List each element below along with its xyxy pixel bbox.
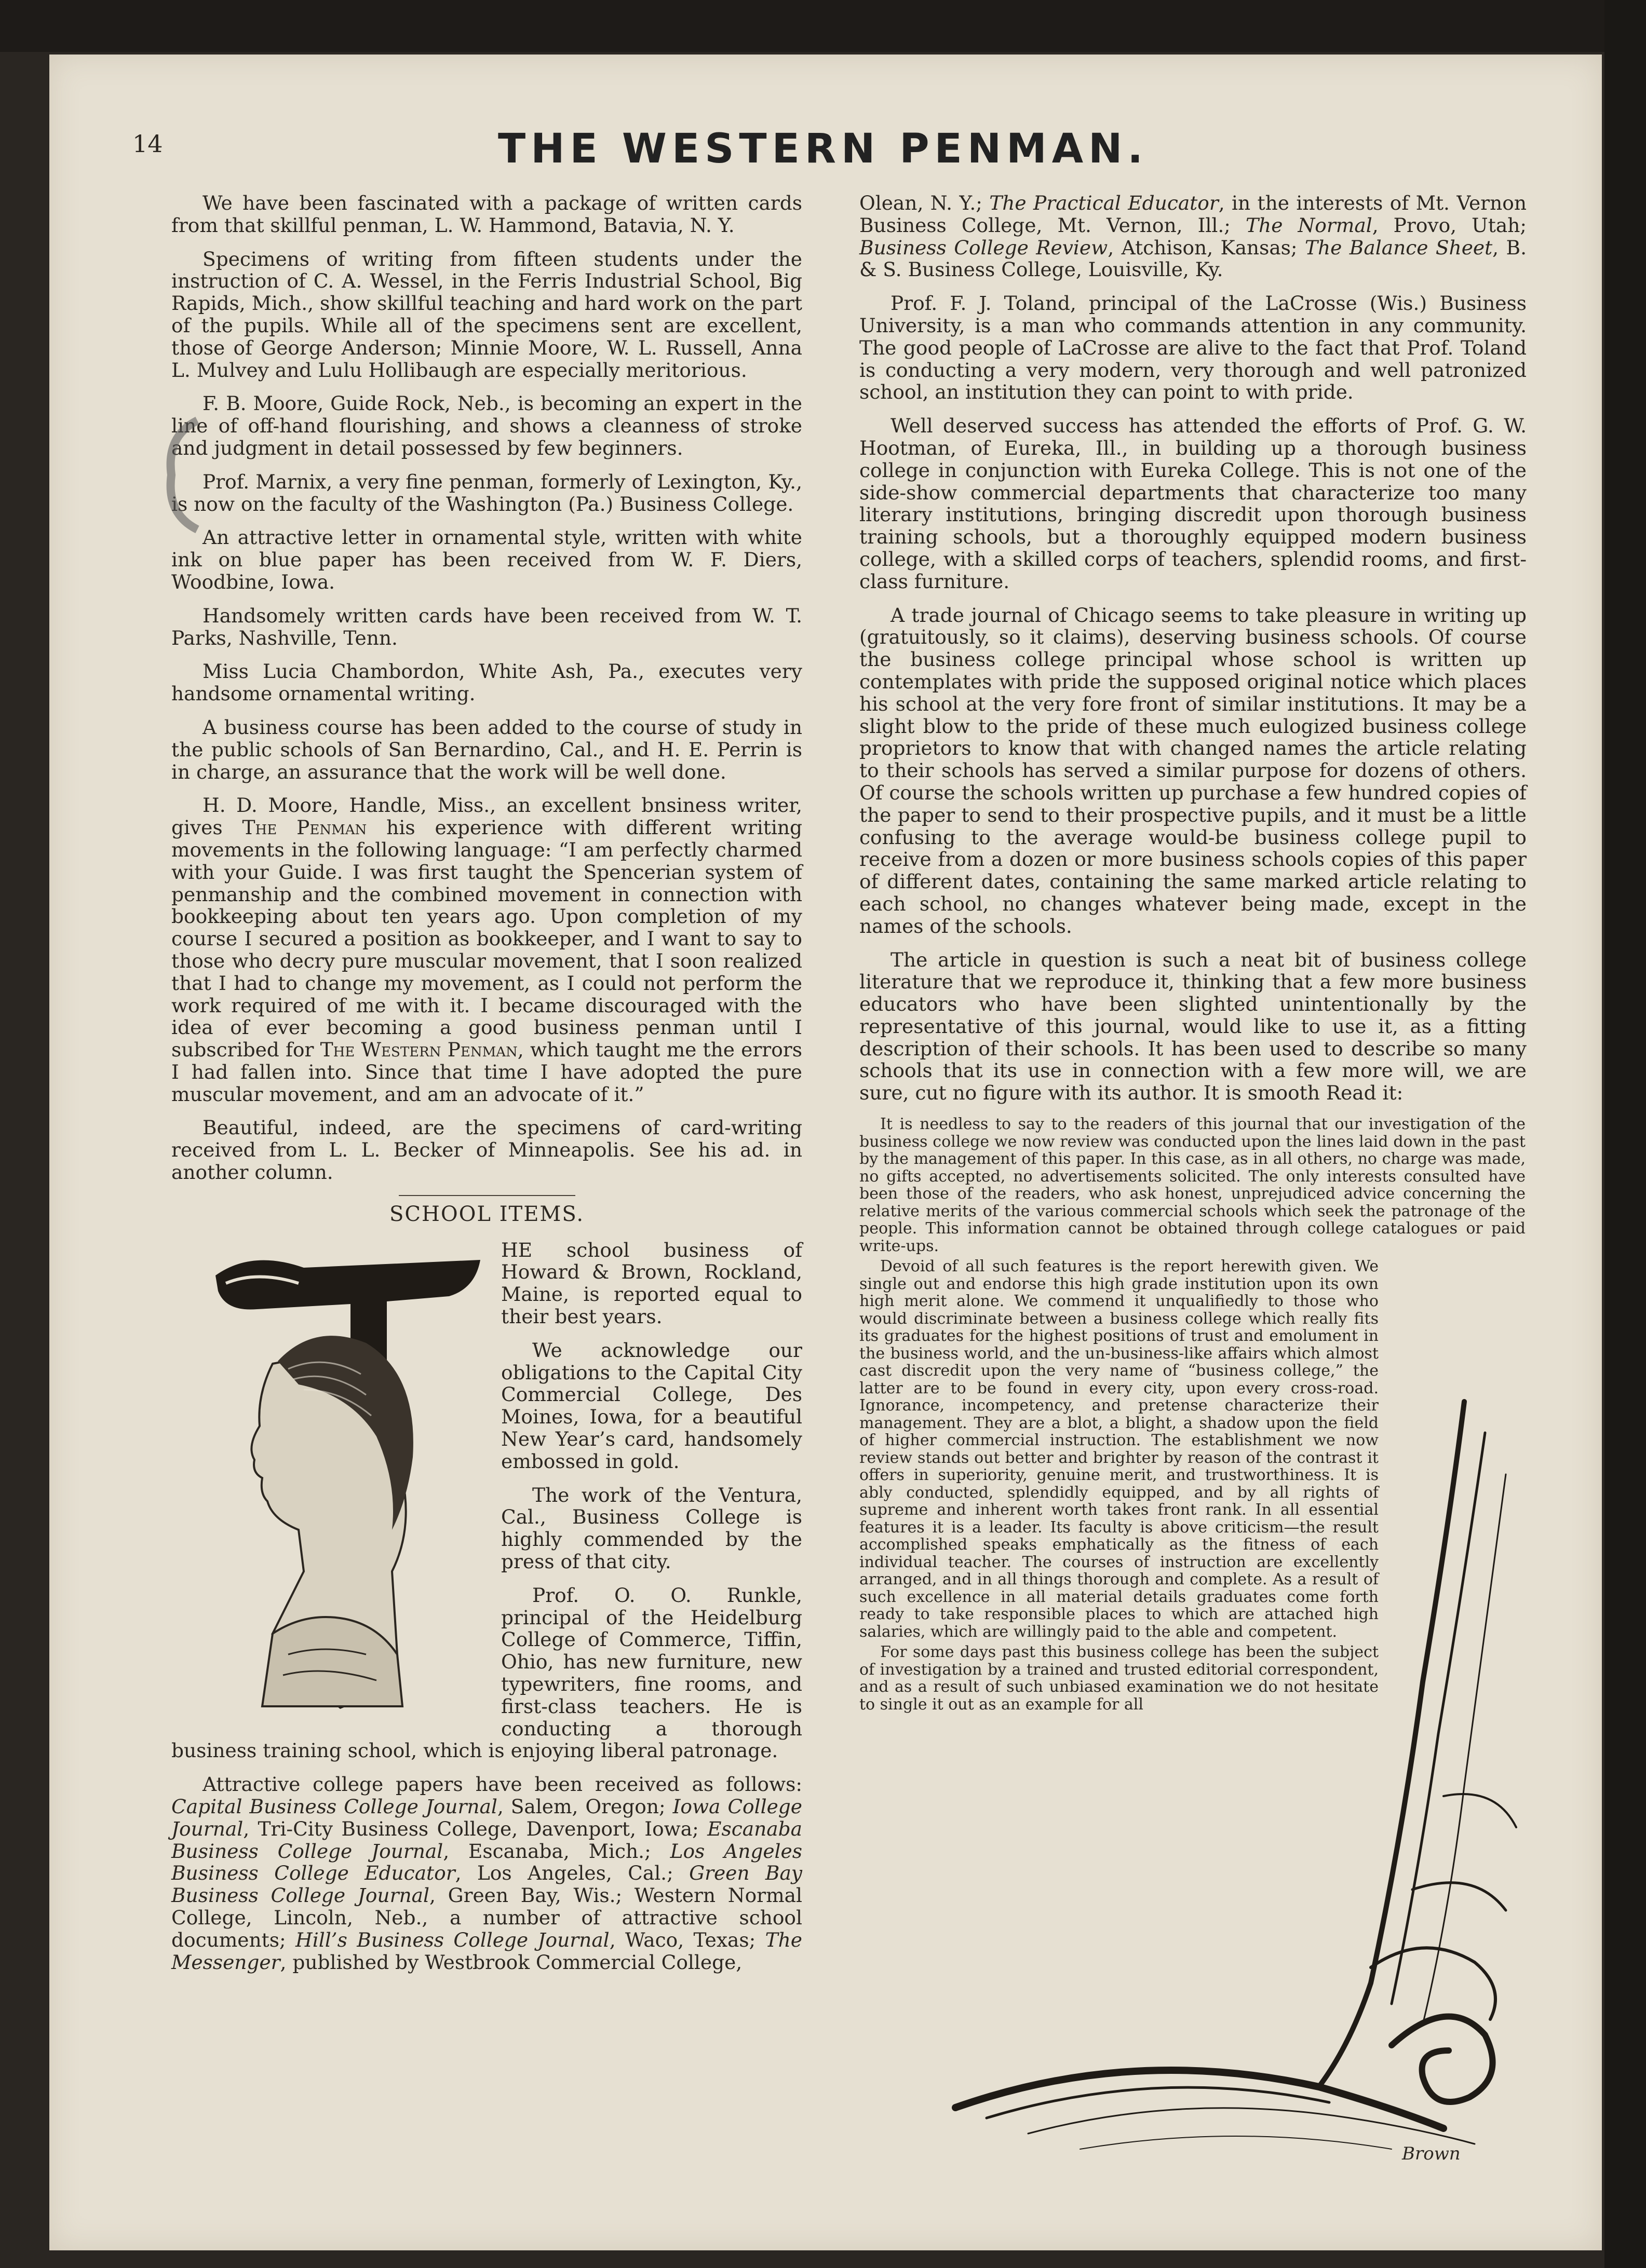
school-item-ventura: The work of the Ventura, Cal., Business College is highly commended by the press of that city.: [501, 1483, 802, 1573]
scan-border-right: [1604, 0, 1646, 2268]
school-item-capital-city: We acknowledge our obligations to the Capital City Commercial College, Des Moines, Iowa, for a beautiful New Year’s card, handsomely embossed in gold.: [501, 1338, 802, 1473]
paragraph-parks: Handsomely written cards have been received from W. T. Parks, Nashville, Tenn.: [171, 604, 802, 649]
paragraph-college-papers-cont: Olean, N. Y.; The Practical Educator, in the interests of Mt. Vernon Business College, Mt. Vernon, Ill.; The Normal, Provo, Utah; Business College Review, Atchison, Kansas; The Balance Sheet, B. & S. Business College, Louisville, Ky.: [859, 192, 1527, 281]
paragraph-moore: F. B. Moore, Guide Rock, Neb., is becoming an expert in the line of off-hand flourishing, and shows a cleanness of stroke and judgment in detail possessed by few beginners.: [171, 392, 802, 459]
dropcap-t-illustration: [169, 1239, 491, 1722]
page-number: 14: [132, 130, 163, 158]
scan-border-top: [0, 0, 1646, 52]
paragraph-article-question: The article in question is such a neat bit of business college literature that we reproduce it, thinking that a few more business educators who have been slighted unintentionally by the representative of this journal, would like to use it, as a fitting description of their schools. It has been used to describe so many schools that its use in connection with a few more will, we are sure, cut no figure with its author. It is smooth Read it:: [859, 948, 1527, 1105]
paragraph-marnix: Prof. Marnix, a very fine penman, formerly of Lexington, Ky., is now on the faculty of the Washington (Pa.) Business College.: [171, 470, 802, 515]
quote-paragraph-2: Devoid of all such features is the report herewith given. We single out and endorse this high grade institution upon its own high merit alone. We commend it unqualifiedly to those who would discriminate between a business college which really fits its graduates for the highest positions of trust and emolument in the business world, and the un-business-like affairs which almost cast discredit upon the very name of “business college,” the latter are to be found in every city, upon every cross-road. Ignorance, incompetency, and pretense characterize their management. They are a blot, a blight, a shadow upon the field of higher commercial instruction. The establishment we now review stands out better and brighter by reason of the contrast it offers in superiority, genuine merit, and trustworthiness. It is ably conducted, splendidly equipped, and by all rights of supreme and inherent worth takes front rank. In all essential features it is a leader. Its faculty is above criticism—the result accomplished speaks emphatically as the fitness of each individual teacher. The courses of instruction are excellently arranged, and in all things thorough and complete. As a result of such excellence in all material details graduates come forth ready to take responsible places to which are attached high salaries, which are willingly paid to the able and competent.: [859, 1257, 1379, 1641]
school-item-runkle: Prof. O. O. Runkle, principal of the Heidelburg College of Commerce, Tiffin, Ohio, has new furniture, new typewriters, fine rooms, and first-class teachers. He is conducting a thorough business training school, which is enjoying liberal patronage.: [171, 1583, 802, 1762]
quote-paragraph-1: It is needless to say to the readers of this journal that our investigation of the business college we now review was conducted upon the lines laid down in the past by the management of this paper. In this case, as in all others, no charge was made, no gifts accepted, no advertisements solicited. The only interests consulted have been those of the readers, who ask honest, unprejudiced advice concerning the relative merits of the various commercial schools which seek the patronage of the people. This information cannot be obtained through college catalogues or paid write-ups.: [859, 1115, 1526, 1255]
section-heading: SCHOOL ITEMS.: [389, 1202, 585, 1226]
paragraph-hammond: We have been fascinated with a package of written cards from that skillful penman, L. W. Hammond, Batavia, N. Y.: [171, 192, 802, 237]
flourish-signature: Brown: [1402, 2143, 1461, 2164]
left-column: [171, 192, 802, 1985]
quote-paragraph-3: For some days past this business college has been the subject of investigation by a trained and trusted editorial correspondent, and as a result of such unbiased examination we do not hesitate to single it out as an example for all: [859, 1643, 1379, 1714]
paragraph-toland: Prof. F. J. Toland, principal of the LaCrosse (Wis.) Business University, is a man who commands attention in any community. The good people of LaCrosse are alive to the fact that Prof. Toland is conducting a very modern, very thorough and well patronized school, an institution they can point to with pride.: [859, 292, 1527, 404]
school-item-howard-brown: HE school business of Howard & Brown, Rockland, Maine, is reported equal to their best years.: [501, 1238, 802, 1328]
penmanship-flourish-ornament: [924, 1370, 1537, 2180]
paragraph-hootman: Well deserved success has attended the efforts of Prof. G. W. Hootman, of Eureka, Ill., in building up a thorough business college in conjunction with Eureka College. This is not one of the side-show commercial departments that characterize too many literary institutions, bringing discredit upon thorough business training schools, but a thoroughly equipped modern business college, with a skilled corps of teachers, splendid rooms, and first-class furniture.: [859, 414, 1527, 593]
brace-mark-icon: [151, 415, 208, 535]
masthead-title: THE WESTERN PENMAN.: [497, 126, 1149, 172]
paragraph-becker: Beautiful, indeed, are the specimens of card-writing received from L. L. Becker of Minneapolis. See his ad. in another column.: [171, 1116, 802, 1184]
section-rule: [399, 1195, 575, 1196]
paragraph-san-bernardino: A business course has been added to the course of study in the public schools of San Bernardino, Cal., and H. E. Perrin is in charge, an assurance that the work will be well done.: [171, 715, 802, 783]
woman-portrait-dropcap-image: [169, 1239, 491, 1722]
paragraph-diers: An attractive letter in ornamental style, written with white ink on blue paper has been received from W. F. Diers, Woodbine, Iowa.: [171, 526, 802, 593]
paragraph-trade-journal: A trade journal of Chicago seems to take pleasure in writing up (gratuitously, so it claims), deserving business schools. Of course the business college principal whose school is written up contemplates with pride the supposed original notice which places his school at the very fore front of similar institutions. It may be a slight blow to the pride of these much eulogized business college proprietors to know that with changed names the article relating to their schools has served a similar purpose for dozens of others. Of course the schools written up purchase a few hundred copies of the paper to send to their prospective pupils, and it must be a little confusing to the average would-be business college pupil to receive from a dozen or more business schools copies of this paper of different dates, containing the same marked article relating to each school, no changes whatever being made, except in the names of the schools.: [859, 603, 1527, 938]
paragraph-wessel: Specimens of writing from fifteen students under the instruction of C. A. Wessel, in the Ferris Industrial School, Big Rapids, Mich., show skillful teaching and hard work on the part of the pupils. While all of the specimens sent are excellent, those of George Anderson; Minnie Moore, W. L. Russell, Anna L. Mulvey and Lulu Hollibaugh are especially meritorious.: [171, 247, 802, 382]
paragraph-chambordon: Miss Lucia Chambordon, White Ash, Pa., executes very handsome ornamental writing.: [171, 660, 802, 705]
paragraph-hd-moore: H. D. Moore, Handle, Miss., an excellent bnsiness writer, gives The Penman his experience with different writing movements in the following language: “I am perfectly charmed with your Guide. I was first taught the Spencerian system of penmanship and the combined movement in connection with bookkeeping about ten years ago. Upon completion of my course I secured a position as bookkeeper, and I want to say to those who decry pure muscular movement, that I soon realized that I had to change my movement, as I could not perform the work required of me with it. I became discouraged with the idea of ever becoming a good business penman until I subscribed for The Western Penman, which taught me the errors I had fallen into. Since that time I have adopted the pure muscular movement, and am an advocate of it.”: [171, 794, 802, 1106]
school-item-college-papers: Attractive college papers have been received as follows: Capital Business College Journal, Salem, Oregon; Iowa College Journal, Tri-City Business College, Davenport, Iowa; Escanaba Business College Journal, Escanaba, Mich.; Los Angeles Business College Educator, Los Angeles, Cal.; Green Bay Business College Journal, Green Bay, Wis.; Western Normal College, Lincoln, Neb., a number of attractive school documents; Hill’s Business College Journal, Waco, Texas; The Messenger, published by Westbrook Commercial College,: [171, 1773, 802, 1974]
